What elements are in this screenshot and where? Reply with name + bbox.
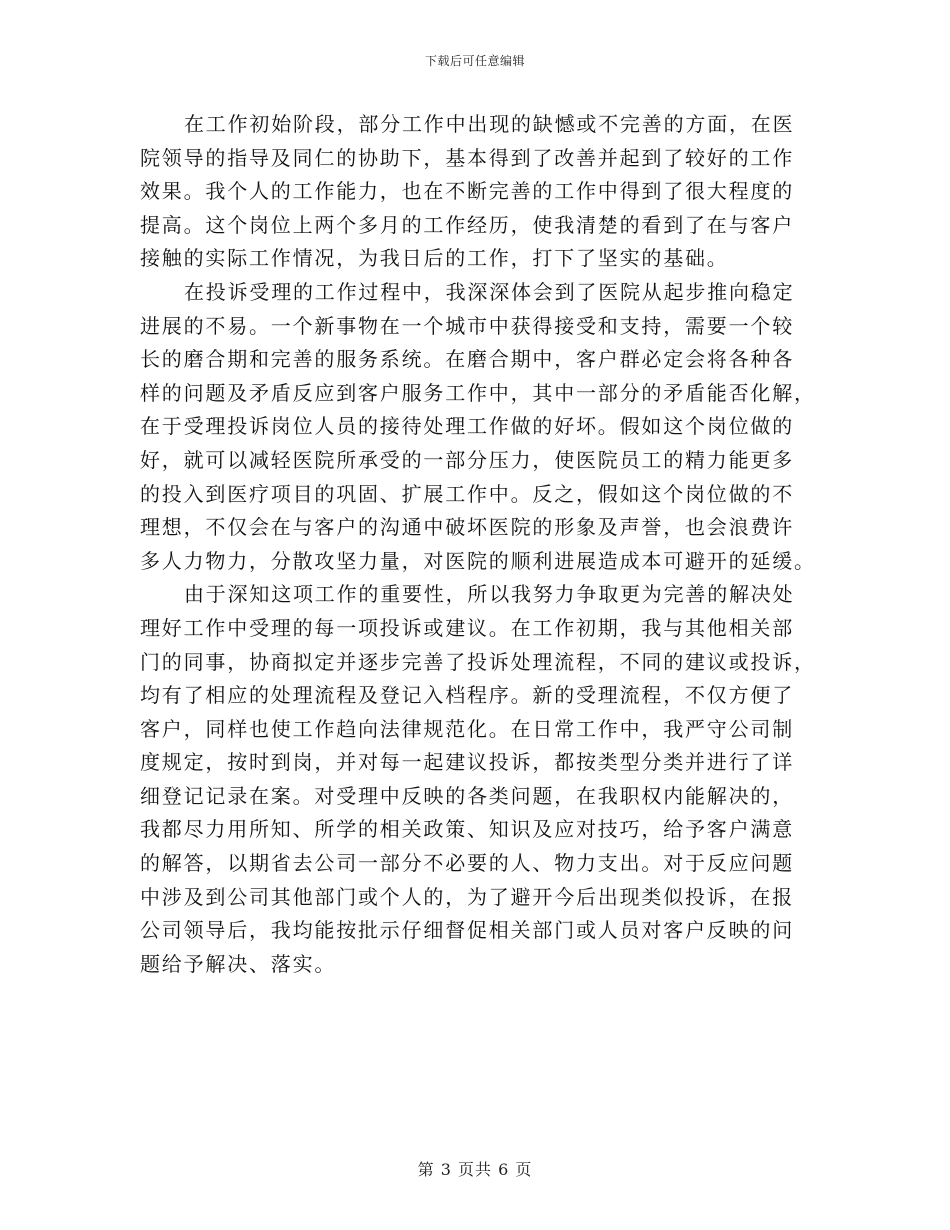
text-line: 院领导的指导及同仁的协助下，基本得到了改善并起到了较好的工作 [140,145,794,170]
text-line: 门的同事，协商拟定并逐步完善了投诉处理流程，不同的建议或投诉， [140,649,816,674]
page-footer: 第 3 页共 6 页 [417,1160,533,1179]
paragraph-3 [140,578,816,981]
text-line: 中涉及到公司其他部门或个人的，为了避开今后出现类似投诉，在报 [140,884,794,909]
text-line: 公司领导后，我均能按批示仔细督促相关部门或人员对客户反映的问 [140,918,794,943]
text-line: 我都尽力用所知、所学的相关政策、知识及应对技巧，给予客户满意 [140,817,794,842]
text-line: 效果。我个人的工作能力，也在不断完善的工作中得到了很大程度的 [140,179,794,204]
text-line: 在工作初始阶段，部分工作中出现的缺憾或不完善的方面，在医 [184,112,795,136]
page-header: 下载后可任意编辑 [424,54,525,68]
text-line: 理想，不仅会在与客户的沟通中破坏医院的形象及声誉，也会浪费许 [140,515,794,540]
text-line: 的投入到医疗项目的巩固、扩展工作中。反之，假如这个岗位做的不 [140,481,794,506]
paragraph-2 [140,276,816,578]
text-line: 度规定，按时到岗，并对每一起建议投诉，都按类型分类并进行了详 [140,750,794,775]
text-line: 在于受理投诉岗位人员的接待处理工作做的好坏。假如这个岗位做的 [140,414,794,439]
text-line: 客户，同样也使工作趋向法律规范化。在日常工作中，我严守公司制 [140,716,794,741]
text-line: 由于深知这项工作的重要性，所以我努力争取更为完善的解决处 [184,582,795,607]
text-line: 在投诉受理的工作过程中，我深深体会到了医院从起步推向稳定 [184,279,795,304]
text-line: 长的磨合期和完善的服务系统。在磨合期中，客户群必定会将各种各 [140,347,794,372]
text-line: 好，就可以减轻医院所承受的一部分压力，使医院员工的精力能更多 [140,447,794,472]
text-line: 接触的实际工作情况，为我日后的工作，打下了坚实的基础。 [140,246,729,271]
document-body [140,108,816,981]
text-line: 提高。这个岗位上两个多月的工作经历，使我清楚的看到了在与客户 [140,212,794,237]
text-line: 多人力物力，分散攻坚力量，对医院的顺利进展造成本可避开的延缓。 [140,548,816,573]
text-line: 均有了相应的处理流程及登记入档程序。新的受理流程，不仅方便了 [140,683,794,708]
text-line: 的解答，以期省去公司一部分不必要的人、物力支出。对于反应问题 [140,851,794,876]
text-line: 样的问题及矛盾反应到客户服务工作中，其中一部分的矛盾能否化解， [140,380,816,405]
text-line: 理好工作中受理的每一项投诉或建议。在工作初期，我与其他相关部 [140,615,794,640]
text-line: 细登记记录在案。对受理中反映的各类问题，在我职权内能解决的， [140,783,794,808]
text-line: 进展的不易。一个新事物在一个城市中获得接受和支持，需要一个较 [140,313,794,338]
text-line: 题给予解决、落实。 [140,951,337,976]
paragraph-1 [140,108,800,276]
